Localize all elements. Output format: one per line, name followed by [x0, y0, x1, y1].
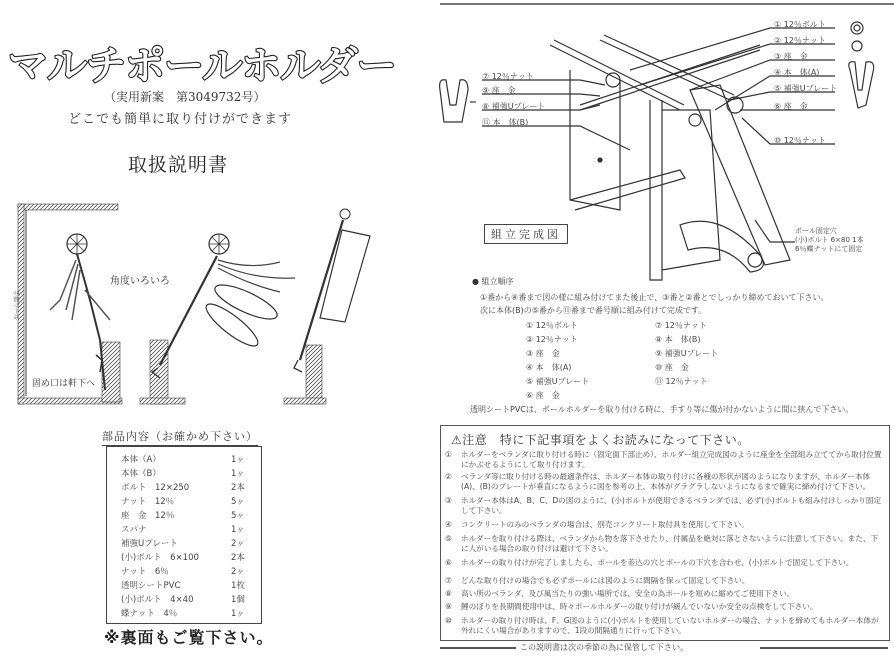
footer-divider [760, 647, 888, 649]
completed-diagram-label: 組立完成図 [484, 224, 568, 244]
order-item: ⑧ 本 体(B) [655, 335, 701, 344]
list-item: 本体（A） 1ヶ [121, 455, 245, 465]
caution-item: ⑦ どんな取り付けの場合でも必ずポールには図のように間隔を保って固定して下さい。 [445, 576, 750, 585]
caution-box [440, 425, 890, 641]
caution-item: ② ベランダ等に取り付ける時の最適条件は、ホルダー本体の取り付けに各種の形状が図のようになりますが、ホルダー本体(A)、(B)のプレートが垂直になるように図を参考の上、本体がグラグラしないようになるまで確実に締め付けて下さい。 [445, 472, 871, 491]
product-title: マルチポールホルダー [8, 43, 396, 89]
order-item: ⑪ 12％ナット [655, 377, 708, 386]
order-item: ⑤ 補強Uプレート [526, 377, 590, 386]
callout-label: ① 12％ボルト [774, 20, 826, 29]
list-item: (小)ボルト 6×100 2本 [121, 553, 245, 563]
callout-label: ⑦ 12％ナット [482, 72, 534, 81]
manual-title: 取扱説明書 [128, 154, 229, 176]
list-item: ナット 12％ 5ヶ [121, 497, 245, 507]
order-item: ⑩ 座 金 [655, 363, 689, 372]
caution-item: ⑥ ホルダーの取り付けが完了しましたら、ポールを差込の穴とポールの下穴を合わせ、(小)ボルトで固定して下さい。 [445, 558, 854, 567]
caution-item: ③ ホルダー本体はA、B、C、Dの図のように、(小)ボルトが使用できるベランダでは、必ず(小)ボルトも組み付けしっかり固定して下さい。 [445, 496, 882, 515]
list-item: スパナ 1ヶ [121, 525, 245, 535]
callout-label: ③ 座 金 [774, 52, 808, 61]
procedure-text: ①番から④番まで図の様に組み付けてまた後止で、③番と②番とでしっかり締めておいて下さい。 [480, 293, 829, 302]
list-item: 座 金 12％ 5ヶ [121, 511, 245, 521]
angle-label: 角度いろいろ [110, 276, 170, 287]
list-item: ボルト 12×250 2本 [121, 483, 245, 493]
list-item: 透明シートPVC 1枚 [121, 581, 245, 591]
caution-item: ⑤ ホルダーを取り付ける際は、ベランダから物を落下させたり、付属品を絶対に落とさないように注意して下さい。また、下に人がいる場合の取り付けは避けて下さい。 [445, 534, 879, 553]
top-divider [440, 3, 894, 5]
installation-illustrations [10, 200, 380, 410]
contents-list [106, 446, 262, 624]
procedure-text: 次に本体(B)の⑤番から⑪番まで番号順に組み付けて完成です。 [480, 306, 707, 315]
see-back-note: ※裏面もご覧下さい。 [104, 628, 274, 647]
pvc-sheet-note: 透明シートPVCは、ポールホルダーを取り付ける時に、手すり等に傷が付かないように間に挟んで下さい。 [470, 405, 854, 414]
footer-divider [440, 647, 516, 649]
order-item: ⑨ 補強Uプレート [655, 349, 719, 358]
callout-label: ② 12％ナット [774, 36, 826, 45]
side-note: 手摺り〜ル [12, 290, 19, 321]
order-item: ⑦ 12％ナット [655, 321, 707, 330]
order-item: ④ 本 体(A) [526, 363, 572, 372]
caution-item: ④ コンクリートのみのベランダの場合は、別売コンクリート取付具を使用して下さい。 [445, 520, 749, 529]
patent-number: （実用新案 第3049732号） [104, 90, 266, 104]
list-item: (小)ボルト 4×40 1個 [121, 595, 245, 605]
callout-label: ④ 本 体(A) [774, 68, 820, 77]
railing-label: 固め口は軒下へ [32, 379, 96, 389]
order-item: ② 12％ナット [526, 335, 578, 344]
contents-heading: 部品内容（お確かめ下さい） [102, 428, 258, 446]
callout-label: ⑨ 座 金 [482, 86, 516, 95]
caution-item: ⑩ ホルダーの取り付け時は、F、G図のように(小)ボルトを使用していないホルダーの場合、ナットを締めてもホルダー本体が外れにくい場合がありますので、1段の間隔通りに行って下さい。 [445, 616, 879, 635]
callout-label: ⑤ 補強Uプレート [774, 84, 838, 93]
procedure-heading: ● 組立順序 [472, 277, 514, 286]
callout-label: ⑪ 本 体(B) [482, 118, 529, 127]
caution-item: ⑨ 鯉のぼりを長期間使用中は、時々ポールホルダーの取り付けが緩んでいないか安全の点検をして下さい。 [445, 602, 818, 611]
keep-manual-note: この説明書は次の季節の為に保管して下さい。 [520, 643, 688, 652]
pole-fixing-note: ポール固定穴 (小)ボルト 6×80 1本 6％蝶ナットにて固定 [795, 227, 864, 253]
caution-item: ⑧ 高い所のベランダ、及び風当たりの強い場所では、安全の為ポールを短めに縮めてご使用下さい。 [445, 589, 795, 598]
list-item: 蝶ナット 4％ 1ヶ [121, 609, 245, 619]
list-item: 本体（B） 1ヶ [121, 469, 245, 479]
tagline: どこでも簡単に取り付けができます [68, 112, 293, 127]
list-item: 補強Uプレート 2ヶ [121, 539, 245, 549]
callout-label: ⑧ 補強Uプレート [482, 102, 546, 111]
caution-title: ⚠注意 特に下記事項をよくお読みになって下さい。 [451, 433, 750, 447]
callout-label: ⑩ 12％ナット [774, 136, 826, 145]
callout-label: ⑥ 座 金 [774, 102, 808, 111]
caution-item: ① ホルダーをベランダに取り付ける時に（固定面下部止め）、ホルダー組立完成図のように座金を全部組み立ててから取付位置にかぶせるようにして取り付けます。 [445, 450, 882, 469]
order-item: ⑥ 座 金 [526, 391, 560, 400]
list-item: ナット 6％ 2ヶ [121, 567, 245, 577]
order-item: ① 12％ボルト [526, 321, 578, 330]
order-item: ③ 座 金 [526, 349, 560, 358]
